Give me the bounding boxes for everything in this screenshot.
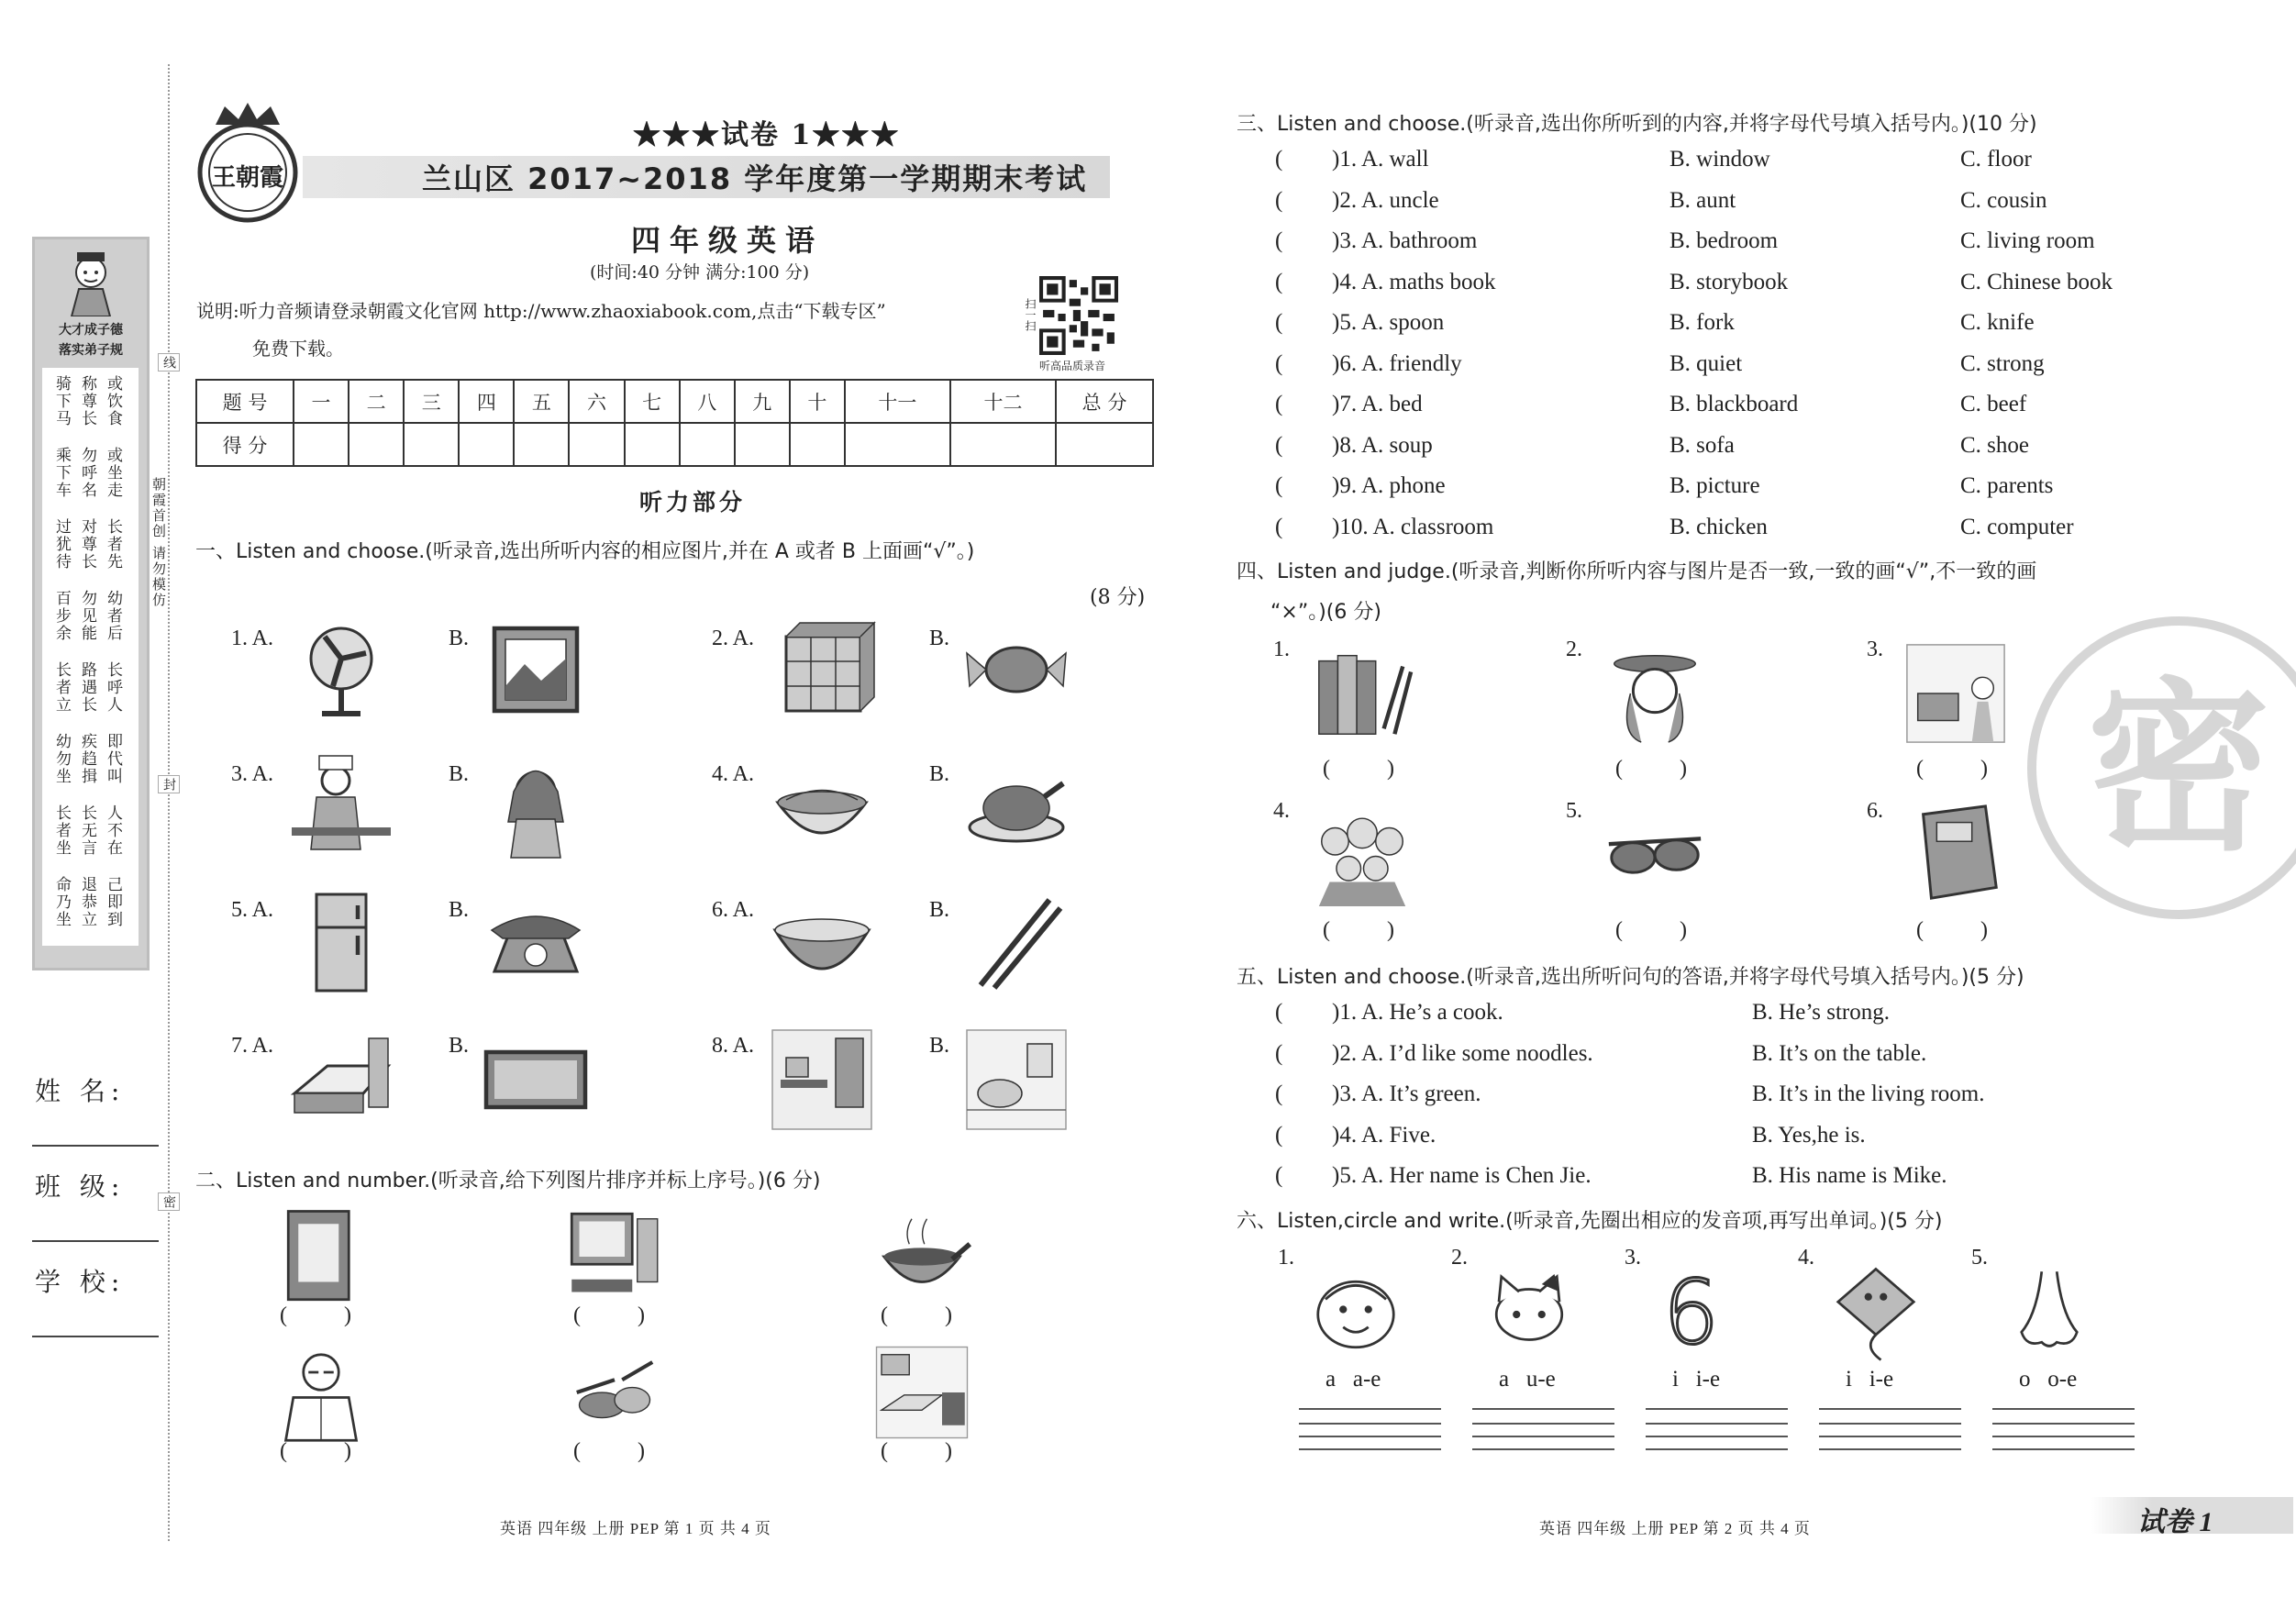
- chopsticks-picture: [961, 889, 1071, 999]
- sec3-option-a: )8. A. soup: [1332, 432, 1433, 458]
- sec3-option-a: )1. A. wall: [1332, 147, 1429, 172]
- rule-phrase: 长者先: [104, 518, 122, 571]
- rule-phrase: 即代叫: [104, 733, 122, 785]
- fan-picture: [286, 617, 396, 727]
- number-six-glyph: 6: [1663, 1261, 1720, 1364]
- sec5-option-a: )5. A. Her name is Chen Jie.: [1332, 1163, 1592, 1188]
- rule-phrase: 长呼人: [104, 661, 122, 714]
- binding-line: [168, 64, 170, 1541]
- sec3-option-b: B. sofa: [1669, 432, 1735, 458]
- sec1-option-b[interactable]: B.: [929, 627, 950, 650]
- sec4-number: 2.: [1566, 638, 1582, 661]
- sec5-option-b: B. His name is Mike.: [1752, 1163, 1947, 1188]
- sec4-number: 4.: [1273, 799, 1290, 823]
- class-line[interactable]: [32, 1240, 159, 1242]
- sec1-option-b[interactable]: B.: [449, 627, 470, 650]
- sec5-option-b: B. He’s strong.: [1752, 1000, 1890, 1025]
- sec1-option-b[interactable]: B.: [929, 762, 950, 786]
- sec4-answer-paren[interactable]: ( ): [1323, 757, 1420, 781]
- score-input-cell[interactable]: [845, 423, 950, 466]
- blackboard-picture: [481, 1025, 591, 1135]
- rule-phrase: 长无言: [78, 804, 96, 857]
- answer-paren-open[interactable]: (: [1275, 269, 1283, 294]
- sec3-option-c: C. computer: [1960, 514, 2074, 539]
- svg-text:密: 密: [2086, 662, 2271, 876]
- qr-code-icon[interactable]: [1039, 276, 1118, 355]
- vegetables-picture: [564, 1342, 665, 1443]
- family-picture: [1308, 801, 1416, 909]
- sec3-option-b: B. blackboard: [1669, 392, 1799, 416]
- sec3-option-b: B. fork: [1669, 310, 1735, 335]
- rule-phrase: 长者坐: [52, 804, 71, 857]
- sec3-title: 三、Listen and choose.(听录音,选出你所听到的内容,并将字母代号填入括号内。)(10 分): [1237, 113, 2037, 136]
- answer-paren-open[interactable]: (: [1275, 147, 1283, 172]
- computer-picture: [564, 1206, 665, 1307]
- sec3-option-c: C. strong: [1960, 350, 2045, 376]
- rule-phrase: 长者立: [52, 661, 71, 714]
- class-label: 班 级:: [35, 1167, 125, 1203]
- rule-phrase: 疾趋揖: [78, 733, 96, 785]
- bedroom-picture: [871, 1342, 972, 1443]
- answer-paren-open[interactable]: (: [1275, 310, 1283, 335]
- strip-motto: 大才成子德 落实弟子规: [59, 323, 123, 358]
- sec1-option-a[interactable]: 7. A.: [231, 1034, 274, 1058]
- qr-side-text: 扫一扫: [1024, 298, 1037, 331]
- sunglasses-picture: [1601, 801, 1709, 909]
- sec3-option-c: C. shoe: [1960, 432, 2029, 458]
- exam-title: 兰山区 2017~2018 学年度第一学期期末考试: [422, 161, 1088, 196]
- score-header-cell: 七: [625, 380, 680, 423]
- sec4-title: 四、Listen and judge.(听录音,判断你所听内容与图片是否一致,一致的画“√”,不一致的画: [1237, 560, 2037, 583]
- score-row-label: 得 分: [196, 423, 294, 466]
- footer-right: 英语 四年级 上册 PEP 第 2 页 共 4 页: [1539, 1520, 1811, 1537]
- sec6-writing-lines[interactable]: [1992, 1408, 2135, 1450]
- answer-paren-open[interactable]: (: [1275, 392, 1283, 416]
- score-input-cell[interactable]: [1056, 423, 1153, 466]
- sec3-option-b: B. aunt: [1669, 187, 1736, 213]
- candy-picture: [961, 617, 1071, 727]
- sec1-option-a[interactable]: 2. A.: [712, 627, 755, 650]
- score-header-row: [196, 380, 1153, 423]
- girl-picture: [481, 753, 591, 863]
- bed-picture: [286, 1025, 396, 1135]
- exam-label: ★★★试卷 1★★★: [633, 119, 901, 151]
- sec3-option-c: C. knife: [1960, 310, 2035, 335]
- score-input-cell[interactable]: [514, 423, 569, 466]
- sec4-answer-paren[interactable]: ( ): [1916, 757, 2013, 781]
- telephone-picture: [481, 889, 591, 999]
- rule-phrase: 对尊长: [78, 518, 96, 571]
- score-input-cell[interactable]: [404, 423, 459, 466]
- sec5-title: 五、Listen and choose.(听录音,选出所听问句的答语,并将字母代号填入括号内。)(5 分): [1237, 966, 2024, 989]
- score-header-cell: 二: [349, 380, 404, 423]
- score-value-row: [196, 423, 1153, 466]
- rule-phrase: 百步余: [52, 590, 71, 642]
- sec5-option-b: B. Yes,he is.: [1752, 1122, 1866, 1148]
- nose-picture: [1999, 1264, 2100, 1365]
- publisher-logo-icon: [188, 101, 307, 229]
- answer-paren-open[interactable]: (: [1275, 1163, 1283, 1188]
- sec3-option-a: )4. A. maths book: [1332, 269, 1496, 294]
- sec3-option-c: C. cousin: [1960, 187, 2047, 213]
- fridge-picture: [286, 889, 396, 999]
- sec3-option-a: )9. A. phone: [1332, 473, 1446, 498]
- score-header-cell: 十二: [950, 380, 1056, 423]
- score-header-cell: 一: [294, 380, 349, 423]
- rule-phrase: 或坐走: [104, 447, 122, 499]
- sec6-sound-options[interactable]: i i-e: [1672, 1367, 1721, 1392]
- sec4-number: 6.: [1867, 799, 1883, 823]
- sec6-writing-lines[interactable]: [1646, 1408, 1788, 1450]
- score-input-cell[interactable]: [459, 423, 514, 466]
- sec6-number: 4.: [1798, 1246, 1814, 1270]
- score-input-cell[interactable]: [950, 423, 1056, 466]
- sec5-option-a: )1. A. He’s a cook.: [1332, 1000, 1503, 1025]
- sec3-option-a: )10. A. classroom: [1332, 514, 1494, 539]
- rule-phrase: 勿见能: [78, 590, 96, 642]
- name-label: 姓 名:: [35, 1071, 125, 1108]
- sec3-option-a: )3. A. bathroom: [1332, 228, 1478, 253]
- sec1-title: 一、Listen and choose.(听录音,选出所听内容的相应图片,并在 A 或者 B 上面画“√”。): [195, 540, 975, 563]
- sec6-sound-options[interactable]: a u-e: [1499, 1367, 1556, 1392]
- sec4-number: 1.: [1273, 638, 1290, 661]
- rubiks-cube-picture: [767, 617, 877, 727]
- vertical-note: 朝霞首创 请勿模仿: [150, 477, 167, 608]
- sec2-answer-paren[interactable]: ( ): [280, 1303, 377, 1327]
- sec6-sound-options[interactable]: o o-e: [2019, 1367, 2078, 1392]
- answer-paren-open[interactable]: (: [1275, 473, 1283, 498]
- hat-girl-picture: [1601, 639, 1709, 748]
- framed-painting-picture: [481, 617, 591, 727]
- sec4-answer-paren[interactable]: ( ): [1323, 918, 1420, 942]
- rule-phrase: 勿呼名: [78, 447, 96, 499]
- score-input-cell[interactable]: [735, 423, 790, 466]
- score-input-cell[interactable]: [569, 423, 624, 466]
- score-header-cell: 十: [790, 380, 845, 423]
- sec1-option-b[interactable]: B.: [449, 898, 470, 922]
- soup-picture: [871, 1206, 972, 1307]
- rule-phrase: 退恭立: [78, 876, 96, 928]
- answer-paren-open[interactable]: (: [1275, 432, 1283, 458]
- study-room-picture: [767, 1025, 877, 1135]
- sec2-answer-paren[interactable]: ( ): [881, 1303, 978, 1327]
- download-note-cont: 免费下载。: [252, 338, 344, 360]
- sec3-option-a: )5. A. spoon: [1332, 310, 1445, 335]
- score-header-cell: 五: [514, 380, 569, 423]
- sec4-answer-paren[interactable]: ( ): [1615, 757, 1713, 781]
- answer-paren-open[interactable]: (: [1275, 514, 1283, 539]
- face-picture: [1305, 1264, 1406, 1365]
- score-header-cell: 九: [735, 380, 790, 423]
- answer-paren-open[interactable]: (: [1275, 1122, 1283, 1148]
- seal-feng: 封: [158, 775, 180, 793]
- score-input-cell[interactable]: [625, 423, 680, 466]
- rules-columns: [42, 368, 139, 946]
- sec2-answer-paren[interactable]: ( ): [881, 1439, 978, 1463]
- sec4-number: 5.: [1566, 799, 1582, 823]
- rule-phrase: 命乃坐: [52, 876, 71, 928]
- rule-phrase: 幼勿坐: [52, 733, 71, 785]
- sec4-number: 3.: [1867, 638, 1883, 661]
- sec1-option-a[interactable]: 8. A.: [712, 1034, 755, 1058]
- footer-left: 英语 四年级 上册 PEP 第 1 页 共 4 页: [500, 1520, 771, 1537]
- kitty-picture: [1479, 1264, 1580, 1365]
- sec6-number: 1.: [1278, 1246, 1294, 1270]
- rule-phrase: 己即到: [104, 876, 122, 928]
- doctor-picture: [271, 1342, 372, 1443]
- score-input-cell[interactable]: [680, 423, 735, 466]
- cook-picture: [286, 753, 396, 863]
- sec4-answer-paren[interactable]: ( ): [1916, 918, 2013, 942]
- sec2-answer-paren[interactable]: ( ): [280, 1439, 377, 1463]
- sec1-option-b[interactable]: B.: [449, 1034, 470, 1058]
- noodle-bowl-picture: [767, 753, 877, 863]
- rule-phrase: 路遇长: [78, 661, 96, 714]
- answer-paren-open[interactable]: (: [1275, 187, 1283, 213]
- school-line[interactable]: [32, 1336, 159, 1337]
- rule-phrase: 幼者后: [104, 590, 122, 642]
- rule-phrase: 或饮食: [104, 375, 122, 427]
- sec1-option-a[interactable]: 1. A.: [231, 627, 274, 650]
- rule-phrase: 称尊长: [78, 375, 96, 427]
- sec5-option-b: B. It’s in the living room.: [1752, 1081, 1985, 1106]
- books-picture: [1308, 639, 1416, 748]
- sec1-points: (8 分): [1090, 586, 1146, 609]
- sec4-title-cont: “×”。)(6 分): [1270, 601, 1381, 624]
- living-room-picture: [1902, 639, 2010, 748]
- answer-paren-open[interactable]: (: [1275, 350, 1283, 376]
- bowl-picture: [767, 889, 877, 999]
- sec6-writing-lines[interactable]: [1299, 1408, 1441, 1450]
- score-table: [195, 379, 1154, 467]
- score-header-cell: 总 分: [1056, 380, 1153, 423]
- score-header-cell: 八: [680, 380, 735, 423]
- answer-paren-open[interactable]: (: [1275, 228, 1283, 253]
- sec3-option-c: C. beef: [1960, 392, 2027, 416]
- sec6-sound-options[interactable]: a a-e: [1325, 1367, 1381, 1392]
- sec5-option-a: )3. A. It’s green.: [1332, 1081, 1481, 1106]
- seal-xian: 线: [158, 353, 180, 372]
- sec6-title: 六、Listen,circle and write.(听录音,先圈出相应的发音项,再写出单词。)(5 分): [1237, 1210, 1943, 1233]
- sec3-option-b: B. picture: [1669, 473, 1760, 498]
- sec3-option-c: C. Chinese book: [1960, 269, 2113, 294]
- sec1-option-b[interactable]: B.: [929, 898, 950, 922]
- listening-heading: 听力部分: [639, 489, 747, 516]
- bathroom-picture: [961, 1025, 1071, 1135]
- sec3-option-b: B. quiet: [1669, 350, 1743, 376]
- notebook-picture: [271, 1206, 372, 1307]
- sec1-option-a[interactable]: 6. A.: [712, 898, 755, 922]
- sec3-option-b: B. chicken: [1669, 514, 1768, 539]
- sec6-writing-lines[interactable]: [1819, 1408, 1961, 1450]
- sec3-option-c: C. floor: [1960, 147, 2032, 172]
- download-note: 说明:听力音频请登录朝霞文化官网 http://www.zhaoxiabook.com,点击“下载专区”: [196, 300, 886, 322]
- score-input-cell[interactable]: [349, 423, 404, 466]
- svg-text:王朝霞: 王朝霞: [211, 164, 284, 192]
- sec3-option-a: )6. A. friendly: [1332, 350, 1462, 376]
- sec6-number: 2.: [1451, 1246, 1468, 1270]
- sec3-option-b: B. storybook: [1669, 269, 1789, 294]
- score-header-cell: 六: [569, 380, 624, 423]
- score-input-cell[interactable]: [790, 423, 845, 466]
- sec3-option-b: B. bedroom: [1669, 228, 1779, 253]
- sec1-option-b[interactable]: B.: [449, 762, 470, 786]
- confidential-watermark-icon: [2027, 616, 2296, 919]
- answer-paren-open[interactable]: (: [1275, 1081, 1283, 1106]
- sec3-option-a: )2. A. uncle: [1332, 187, 1439, 213]
- sec5-option-a: )4. A. Five.: [1332, 1122, 1436, 1148]
- seal-mi: 密: [158, 1192, 180, 1211]
- sec3-option-b: B. window: [1669, 147, 1770, 172]
- subject-title: 四年级英语: [631, 223, 825, 258]
- sec1-option-b[interactable]: B.: [929, 1034, 950, 1058]
- chinese-book-picture: [1902, 801, 2010, 909]
- sec6-number: 5.: [1971, 1246, 1988, 1270]
- score-header-cell: 题 号: [196, 380, 294, 423]
- kite-picture: [1825, 1264, 1926, 1365]
- sec2-title: 二、Listen and number.(听录音,给下列图片排序并标上序号。)(6 分): [195, 1170, 821, 1192]
- roast-chicken-picture: [961, 753, 1071, 863]
- sec6-sound-options[interactable]: i i-e: [1846, 1367, 1894, 1392]
- sec6-number: 3.: [1625, 1246, 1641, 1270]
- school-label: 学 校:: [35, 1262, 125, 1299]
- sec6-writing-lines[interactable]: [1472, 1408, 1614, 1450]
- score-header-cell: 四: [459, 380, 514, 423]
- sec4-answer-paren[interactable]: ( ): [1615, 918, 1713, 942]
- sec2-answer-paren[interactable]: ( ): [573, 1303, 671, 1327]
- sec3-option-c: C. living room: [1960, 228, 2095, 253]
- sec1-option-a[interactable]: 5. A.: [231, 898, 274, 922]
- sec3-option-a: )7. A. bed: [1332, 392, 1423, 416]
- rule-phrase: 过犹待: [52, 518, 71, 571]
- score-header-cell: 三: [404, 380, 459, 423]
- rule-phrase: 骑下马: [52, 375, 71, 427]
- sec5-option-a: )2. A. I’d like some noodles.: [1332, 1040, 1593, 1066]
- sec1-option-a[interactable]: 4. A.: [712, 762, 755, 786]
- score-input-cell[interactable]: [294, 423, 349, 466]
- name-line[interactable]: [32, 1145, 159, 1147]
- sec3-option-c: C. parents: [1960, 473, 2054, 498]
- time-info: (时间:40 分钟 满分:100 分): [590, 262, 810, 283]
- scholar-figure-icon: [62, 247, 119, 316]
- rule-phrase: 乘下车: [52, 447, 71, 499]
- rules-strip: [32, 237, 150, 970]
- sec2-answer-paren[interactable]: ( ): [573, 1439, 671, 1463]
- qr-caption: 听高品质录音: [1039, 360, 1106, 372]
- answer-paren-open[interactable]: (: [1275, 1040, 1283, 1066]
- answer-paren-open[interactable]: (: [1275, 1000, 1283, 1025]
- score-header-cell: 十一: [845, 380, 950, 423]
- corner-label: 试卷 1: [2137, 1507, 2213, 1537]
- sec5-option-b: B. It’s on the table.: [1752, 1040, 1927, 1066]
- rule-phrase: 人不在: [104, 804, 122, 857]
- sec1-option-a[interactable]: 3. A.: [231, 762, 274, 786]
